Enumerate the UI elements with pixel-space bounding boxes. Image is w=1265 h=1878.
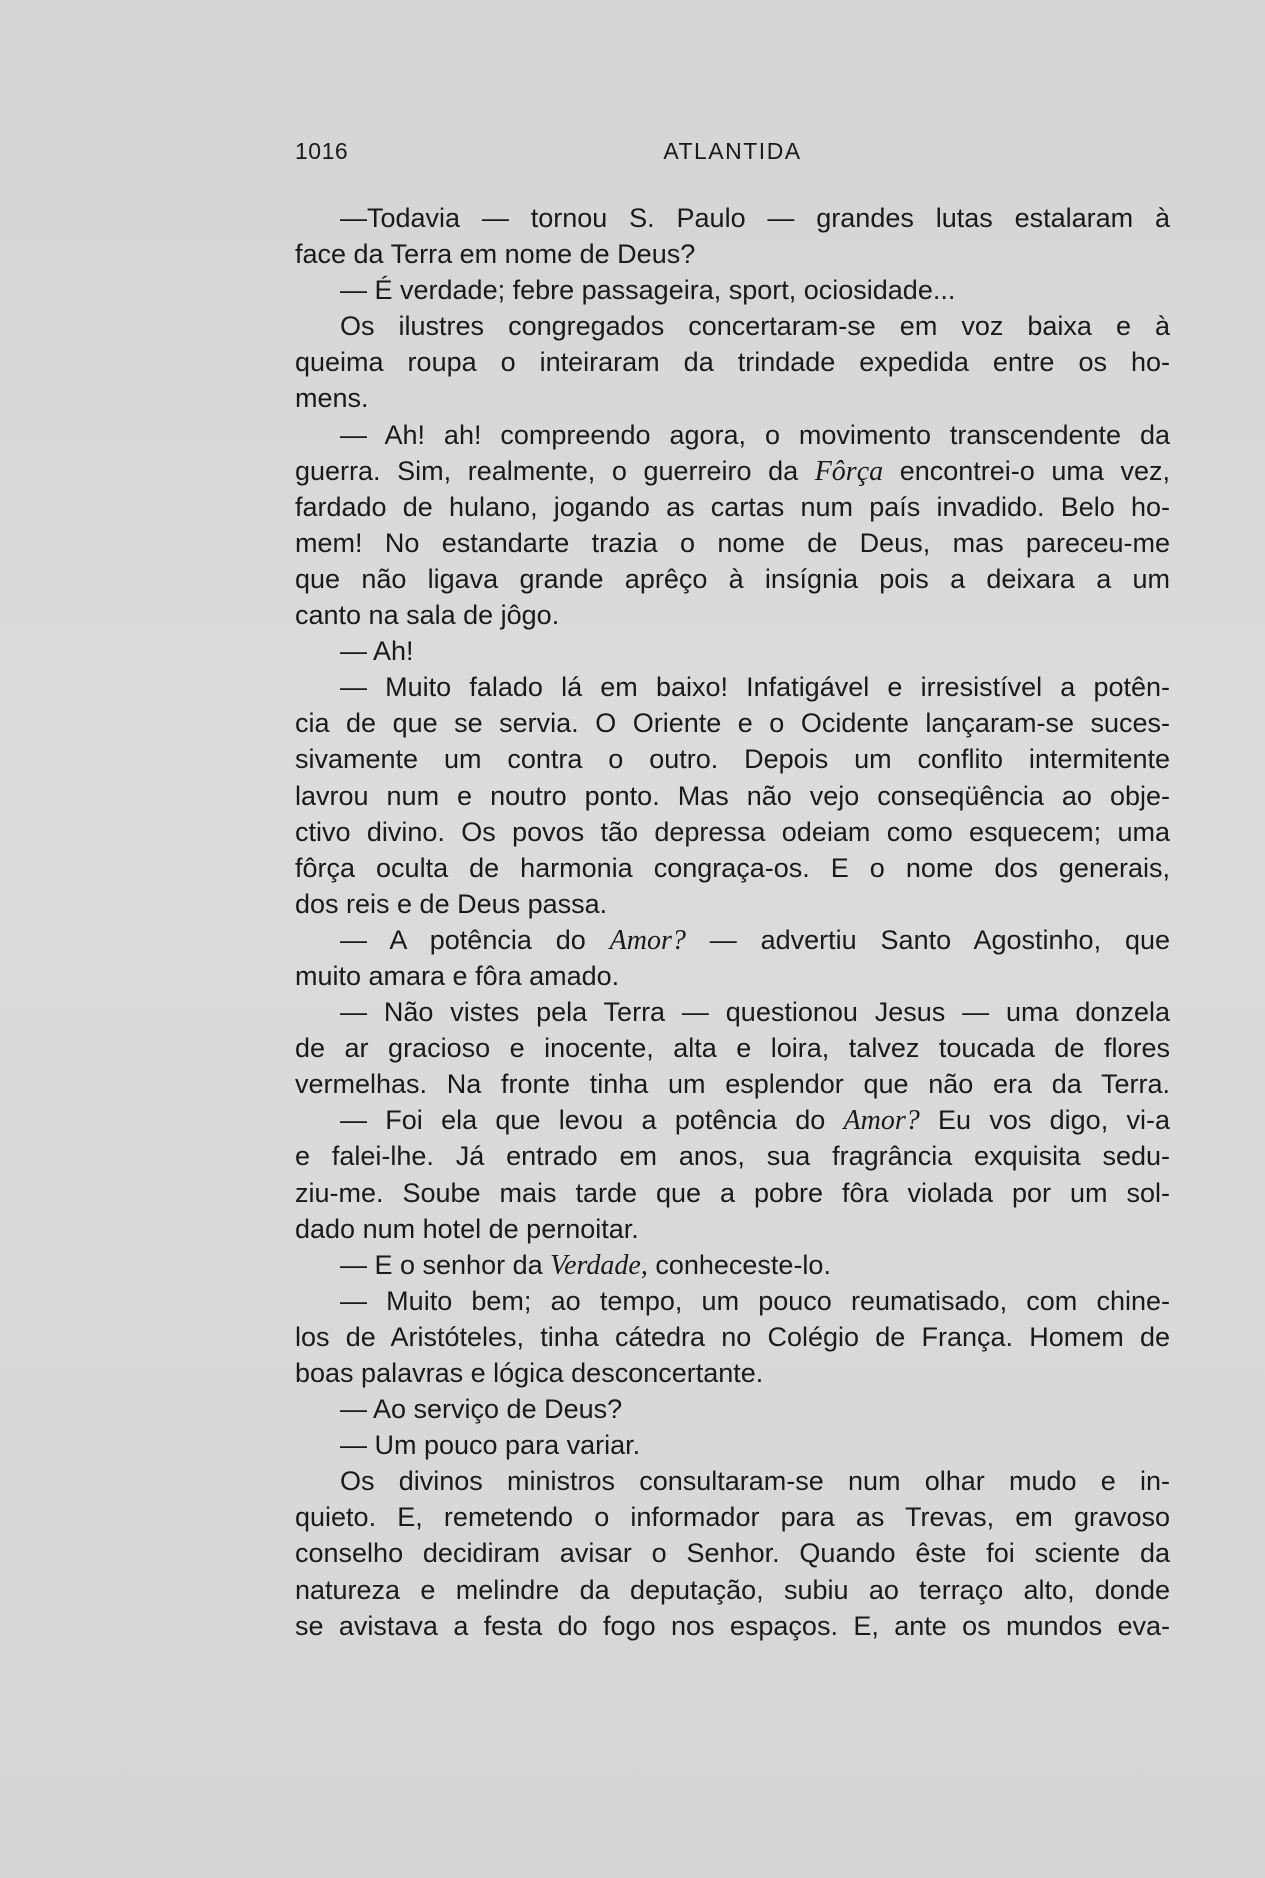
text-line: Os divinos ministros consultaram-se num olhar mudo e in- — [340, 1466, 1170, 1497]
text-line: canto na sala de jôgo. — [295, 600, 560, 631]
body-text — [295, 200, 1170, 1644]
text-line: dado num hotel de pernoitar. — [295, 1213, 639, 1244]
text-line: —Todavia — tornou S. Paulo — grandes lutas estalaram à — [340, 203, 1170, 233]
text-line: los de Aristóteles, tinha cátedra no Colégio de França. Homem de — [295, 1321, 1170, 1352]
text-line: mens. — [295, 383, 369, 414]
text-line: — A potência do Amor? — advertiu Santo Agostinho, que — [340, 924, 1170, 956]
text-line: conselho decidiram avisar o Senhor. Quando êste foi sciente da — [295, 1538, 1170, 1569]
text-line: — Ah! ah! compreendo agora, o movimento transcendente da — [340, 419, 1170, 450]
text-line: boas palavras e lógica desconcertante. — [295, 1358, 764, 1388]
text-line: — Foi ela que levou a potência do Amor? Eu vos digo, vi-a — [340, 1105, 1170, 1137]
text-line: vermelhas. Na fronte tinha um esplendor que não era da Terra. — [295, 1069, 1170, 1100]
text-line: — Ah! — [340, 636, 414, 667]
page-header — [295, 138, 1170, 168]
page-number: 1016 — [295, 138, 349, 164]
text-line: ziu-me. Soube mais tarde que a pobre fôra violada por um sol- — [295, 1177, 1170, 1208]
text-line: — Não vistes pela Terra — questionou Jesus — uma donzela — [340, 997, 1170, 1028]
text-line: queima roupa o inteiraram da trindade expedida entre os ho- — [295, 347, 1170, 378]
text-line: quieto. E, remetendo o informador para as Trevas, em gravoso — [295, 1502, 1170, 1533]
text-line: se avistava a festa do fogo nos espaços. E, ante os mundos eva- — [295, 1610, 1170, 1641]
text-line: natureza e melindre da deputação, subiu ao terraço alto, donde — [295, 1574, 1170, 1605]
text-line: mem! No estandarte trazia o nome de Deus, mas pareceu-me — [295, 527, 1170, 558]
text-line: de ar gracioso e inocente, alta e loira, talvez toucada de flores — [295, 1033, 1170, 1064]
text-line: sivamente um contra o outro. Depois um conflito intermitente — [295, 744, 1170, 775]
text-line: face da Terra em nome de Deus? — [295, 239, 696, 270]
text-line: ctivo divino. Os povos tão depressa odeiam como esquecem; uma — [295, 816, 1170, 847]
running-title: ATLANTIDA — [663, 138, 802, 164]
text-line: muito amara e fôra amado. — [295, 960, 620, 991]
text-line: Os ilustres congregados concertaram-se em voz baixa e à — [340, 311, 1170, 342]
text-line: — Muito falado lá em baixo! Infatigável e irresistível a potên- — [340, 672, 1170, 703]
text-line: dos reis e de Deus passa. — [295, 888, 608, 919]
text-line: que não ligava grande aprêço à insígnia pois a deixara a um — [295, 563, 1170, 594]
text-line: fôrça oculta de harmonia congraça-os. E o nome dos generais, — [295, 852, 1170, 883]
text-line: lavrou num e noutro ponto. Mas não vejo conseqüência ao obje- — [295, 780, 1170, 811]
text-line: — Muito bem; ao tempo, um pouco reumatisado, com chine- — [340, 1285, 1170, 1316]
text-line: guerra. Sim, realmente, o guerreiro da Fôrça encontrei-o uma vez, — [295, 455, 1170, 487]
text-line: e falei-lhe. Já entrado em anos, sua fragrância exquisita sedu- — [295, 1141, 1170, 1172]
text-line: fardado de hulano, jogando as cartas num país invadido. Belo ho- — [295, 491, 1170, 522]
text-line: — E o senhor da Verdade, conheceste-lo. — [340, 1249, 831, 1281]
text-line: cia de que se servia. O Oriente e o Ocidente lançaram-se suces- — [295, 708, 1170, 739]
text-line: — É verdade; febre passageira, sport, ociosidade... — [340, 275, 956, 306]
text-line: — Ao serviço de Deus? — [340, 1394, 623, 1425]
text-line: — Um pouco para variar. — [340, 1430, 641, 1461]
